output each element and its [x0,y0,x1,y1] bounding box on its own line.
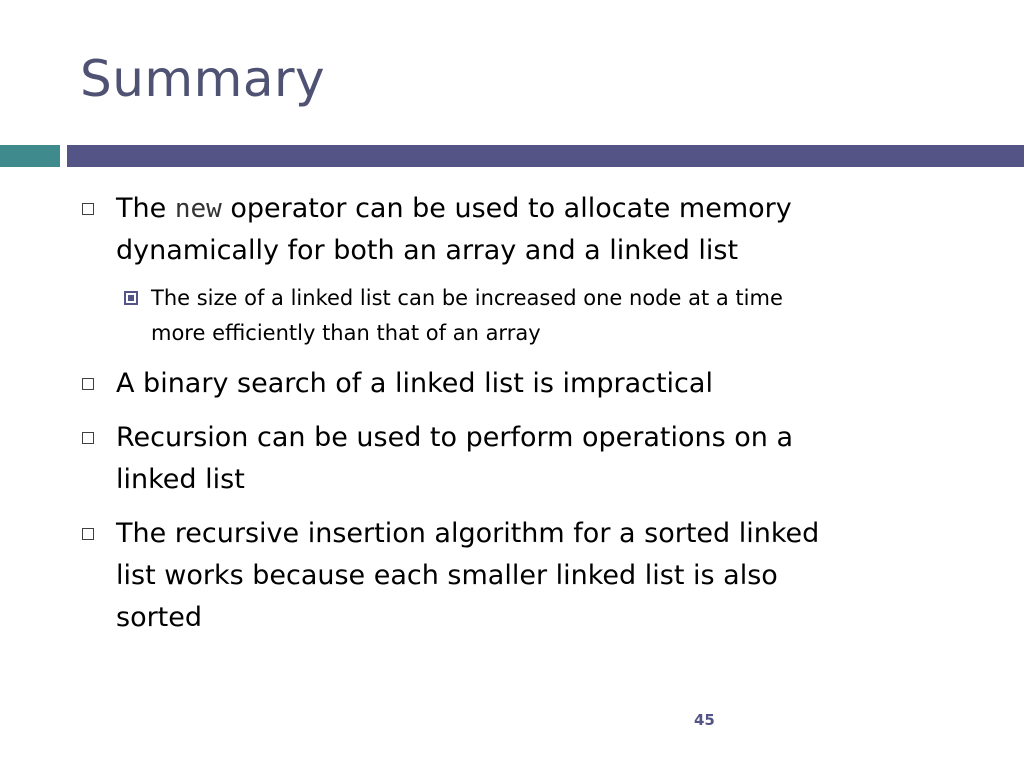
bullet-1-prefix: The [116,193,175,224]
hollow-square-bullet-icon [82,203,94,215]
sub-bullet-1 [80,281,980,351]
bullet-2 [80,363,980,405]
bullet-1-line-1-rest: operator can be used to allocate memory [221,193,792,224]
bullet-1-line-1 [116,188,980,230]
page-number: 45 [694,711,715,729]
title-accent-bar-teal [0,145,60,167]
sub-bullet-1-line-2: more efficiently than that of an array [151,321,541,345]
slide-content [80,188,980,651]
bullet-4-line-1: The recursive insertion algorithm for a sorted linked [116,518,820,549]
bullet-3-line-2: linked list [116,464,245,495]
slide-title: Summary [80,50,326,108]
sub-bullet-1-line-1: The size of a linked list can be increased one node at a time [151,286,783,310]
bullet-2-line-1: A binary search of a linked list is impractical [116,368,713,399]
hollow-square-bullet-icon [82,432,94,444]
bullet-3-line-1: Recursion can be used to perform operations on a [116,422,794,453]
bullet-1-line-2: dynamically for both an array and a linked list [116,235,739,266]
hollow-square-bullet-icon [82,378,94,390]
hollow-square-bullet-icon [82,528,94,540]
bullet-4-line-2: list works because each smaller linked list is also [116,560,778,591]
filled-square-bullet-icon [124,291,138,305]
bullet-4-line-3: sorted [116,602,203,633]
title-accent-bar-purple [67,145,1024,167]
bullet-1 [80,188,980,272]
code-keyword-new: new [174,194,222,224]
bullet-4 [80,513,980,639]
bullet-3 [80,417,980,501]
